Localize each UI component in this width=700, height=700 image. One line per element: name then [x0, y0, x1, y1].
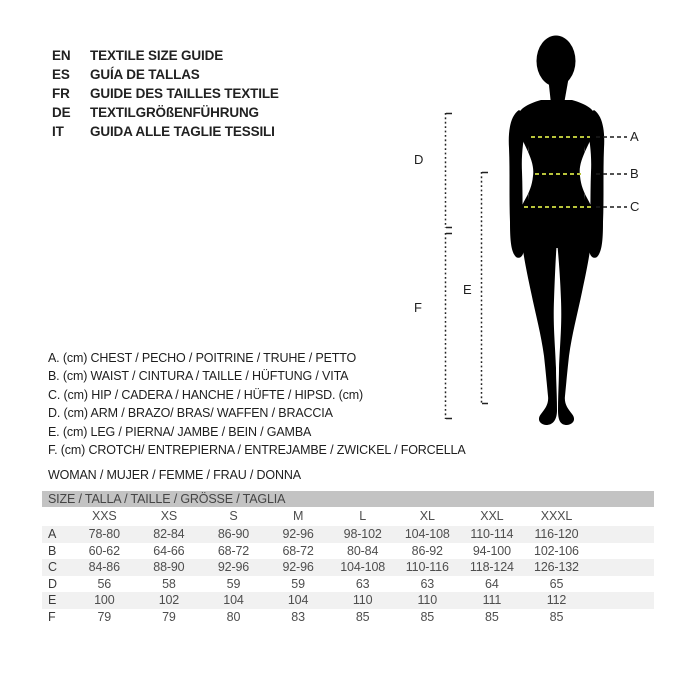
row-label: A	[48, 527, 57, 541]
table-row	[42, 543, 654, 560]
size-value-cell: 80	[226, 609, 241, 624]
size-value-cell: 85	[355, 609, 370, 624]
size-value-cell: 118-124	[469, 560, 514, 575]
size-value-cell: 104-108	[340, 560, 386, 575]
size-value-cell: 64	[485, 576, 499, 591]
size-value-cell: 68-72	[217, 543, 250, 558]
size-value-cell: 59	[291, 576, 305, 591]
size-value-cell: 80-84	[347, 543, 379, 558]
size-table-header	[42, 507, 654, 526]
size-value-cell: 88-90	[153, 560, 185, 575]
size-value-cell: 111	[482, 593, 502, 608]
column-header: XS	[160, 509, 178, 523]
size-value-cell: 104	[287, 593, 309, 608]
size-value-cell: 84-86	[88, 560, 120, 575]
size-value-cell: 82-84	[153, 527, 185, 541]
size-value-cell: 85	[420, 609, 435, 624]
size-value-cell: 83	[291, 609, 305, 624]
guide-title: GUIDA ALLE TAGLIE TESSILI	[90, 124, 275, 139]
table-row	[42, 609, 654, 626]
row-label: F	[48, 609, 56, 624]
language-row	[52, 103, 279, 122]
legend-line-crotch: F. (cm) CROTCH/ ENTREPIERNA / ENTREJAMBE / ZWICKEL / FORCELLA	[48, 443, 466, 458]
size-value-cell: 63	[355, 576, 370, 591]
size-value-cell: 63	[420, 576, 435, 591]
size-value-cell: 85	[485, 609, 499, 624]
guide-title: TEXTILE SIZE GUIDE	[90, 48, 224, 63]
size-value-cell: 94-100	[472, 543, 511, 558]
language-row	[52, 122, 279, 141]
size-value-cell: 59	[226, 576, 241, 591]
measure-label-hip: C	[630, 199, 640, 214]
language-title-block	[52, 46, 279, 141]
size-value-cell: 56	[97, 576, 112, 591]
size-value-cell: 110	[352, 593, 373, 608]
size-value-cell: 92-96	[217, 560, 250, 575]
size-value-cell: 110	[417, 593, 437, 608]
size-value-cell: 112	[546, 593, 567, 608]
language-code: FR	[52, 86, 70, 101]
size-value-cell: 92-96	[282, 527, 314, 541]
legend-line-hip: C. (cm) HIP / CADERA / HANCHE / HÜFTE / HIPSD. (cm)	[48, 387, 364, 402]
row-label: C	[48, 560, 57, 575]
measure-label-leg: E	[463, 282, 472, 297]
measurement-legend	[48, 349, 466, 459]
row-label: D	[48, 576, 57, 591]
size-value-cell: 104-108	[404, 527, 450, 541]
column-header: XL	[419, 509, 435, 523]
size-value-cell: 79	[162, 609, 176, 624]
language-row	[52, 46, 279, 65]
size-value-cell: 60-62	[88, 543, 120, 558]
measure-label-waist: B	[630, 166, 639, 181]
size-value-cell: 104	[223, 593, 244, 608]
column-header: M	[292, 509, 304, 523]
column-header: XXXL	[540, 509, 573, 523]
size-value-cell: 79	[97, 609, 112, 624]
size-value-cell: 78-80	[88, 527, 120, 541]
size-value-cell: 68-72	[282, 543, 314, 558]
column-header: XXL	[480, 509, 504, 523]
size-value-cell: 102	[158, 593, 180, 608]
column-header: XXS	[92, 509, 117, 523]
guide-title: GUÍA DE TALLAS	[90, 67, 200, 82]
size-value-cell: 58	[162, 576, 176, 591]
language-code: IT	[52, 124, 64, 139]
language-code: EN	[52, 48, 71, 63]
column-header: L	[359, 509, 367, 523]
table-row	[42, 592, 654, 609]
size-value-cell: 110-116	[405, 560, 449, 575]
size-value-cell: 64-66	[153, 543, 185, 558]
measure-label-arm: D	[414, 152, 424, 167]
size-value-cell: 126-132	[534, 560, 579, 575]
legend-line-waist: B. (cm) WAIST / CINTURA / TAILLE / HÜFTUNG / VITA	[48, 369, 349, 384]
size-value-cell: 98-102	[343, 527, 382, 541]
table-row	[42, 559, 654, 576]
legend-line-leg: E. (cm) LEG / PIERNA/ JAMBE / BEIN / GAMBA	[48, 424, 312, 439]
row-label: B	[48, 543, 57, 558]
language-code: ES	[52, 67, 70, 82]
legend-line-arm: D. (cm) ARM / BRAZO/ BRAS/ WAFFEN / BRACCIA	[48, 406, 333, 421]
size-value-cell: 86-90	[217, 527, 250, 541]
size-value-cell: 116-120	[534, 527, 579, 541]
woman-silhouette	[509, 36, 604, 426]
size-value-cell: 65	[549, 576, 564, 591]
size-value-cell: 110-114	[470, 527, 514, 541]
legend-line-chest: A. (cm) CHEST / PECHO / POITRINE / TRUHE / PETTO	[48, 351, 357, 365]
language-row	[52, 65, 279, 84]
size-value-cell: 85	[549, 609, 564, 624]
measure-label-crotch: F	[414, 300, 422, 315]
measure-label-chest: A	[630, 129, 639, 144]
guide-title: GUIDE DES TAILLES TEXTILE	[90, 86, 279, 101]
row-label: E	[48, 593, 57, 608]
table-row	[42, 576, 654, 593]
size-value-cell: 102-106	[534, 543, 579, 558]
guide-title: TEXTILGRÖßENFÜHRUNG	[90, 105, 259, 120]
size-table-body	[42, 526, 654, 626]
size-value-cell: 86-92	[411, 543, 443, 558]
language-code: DE	[52, 105, 71, 120]
size-value-cell: 100	[94, 593, 115, 608]
table-row	[42, 526, 654, 543]
language-row	[52, 84, 279, 103]
table-group-title: WOMAN / MUJER / FEMME / FRAU / DONNA	[48, 468, 301, 482]
size-value-cell: 92-96	[282, 560, 314, 575]
column-header: S	[229, 509, 238, 523]
size-header-bar: SIZE / TALLA / TAILLE / GRÖSSE / TAGLIA	[42, 491, 654, 507]
